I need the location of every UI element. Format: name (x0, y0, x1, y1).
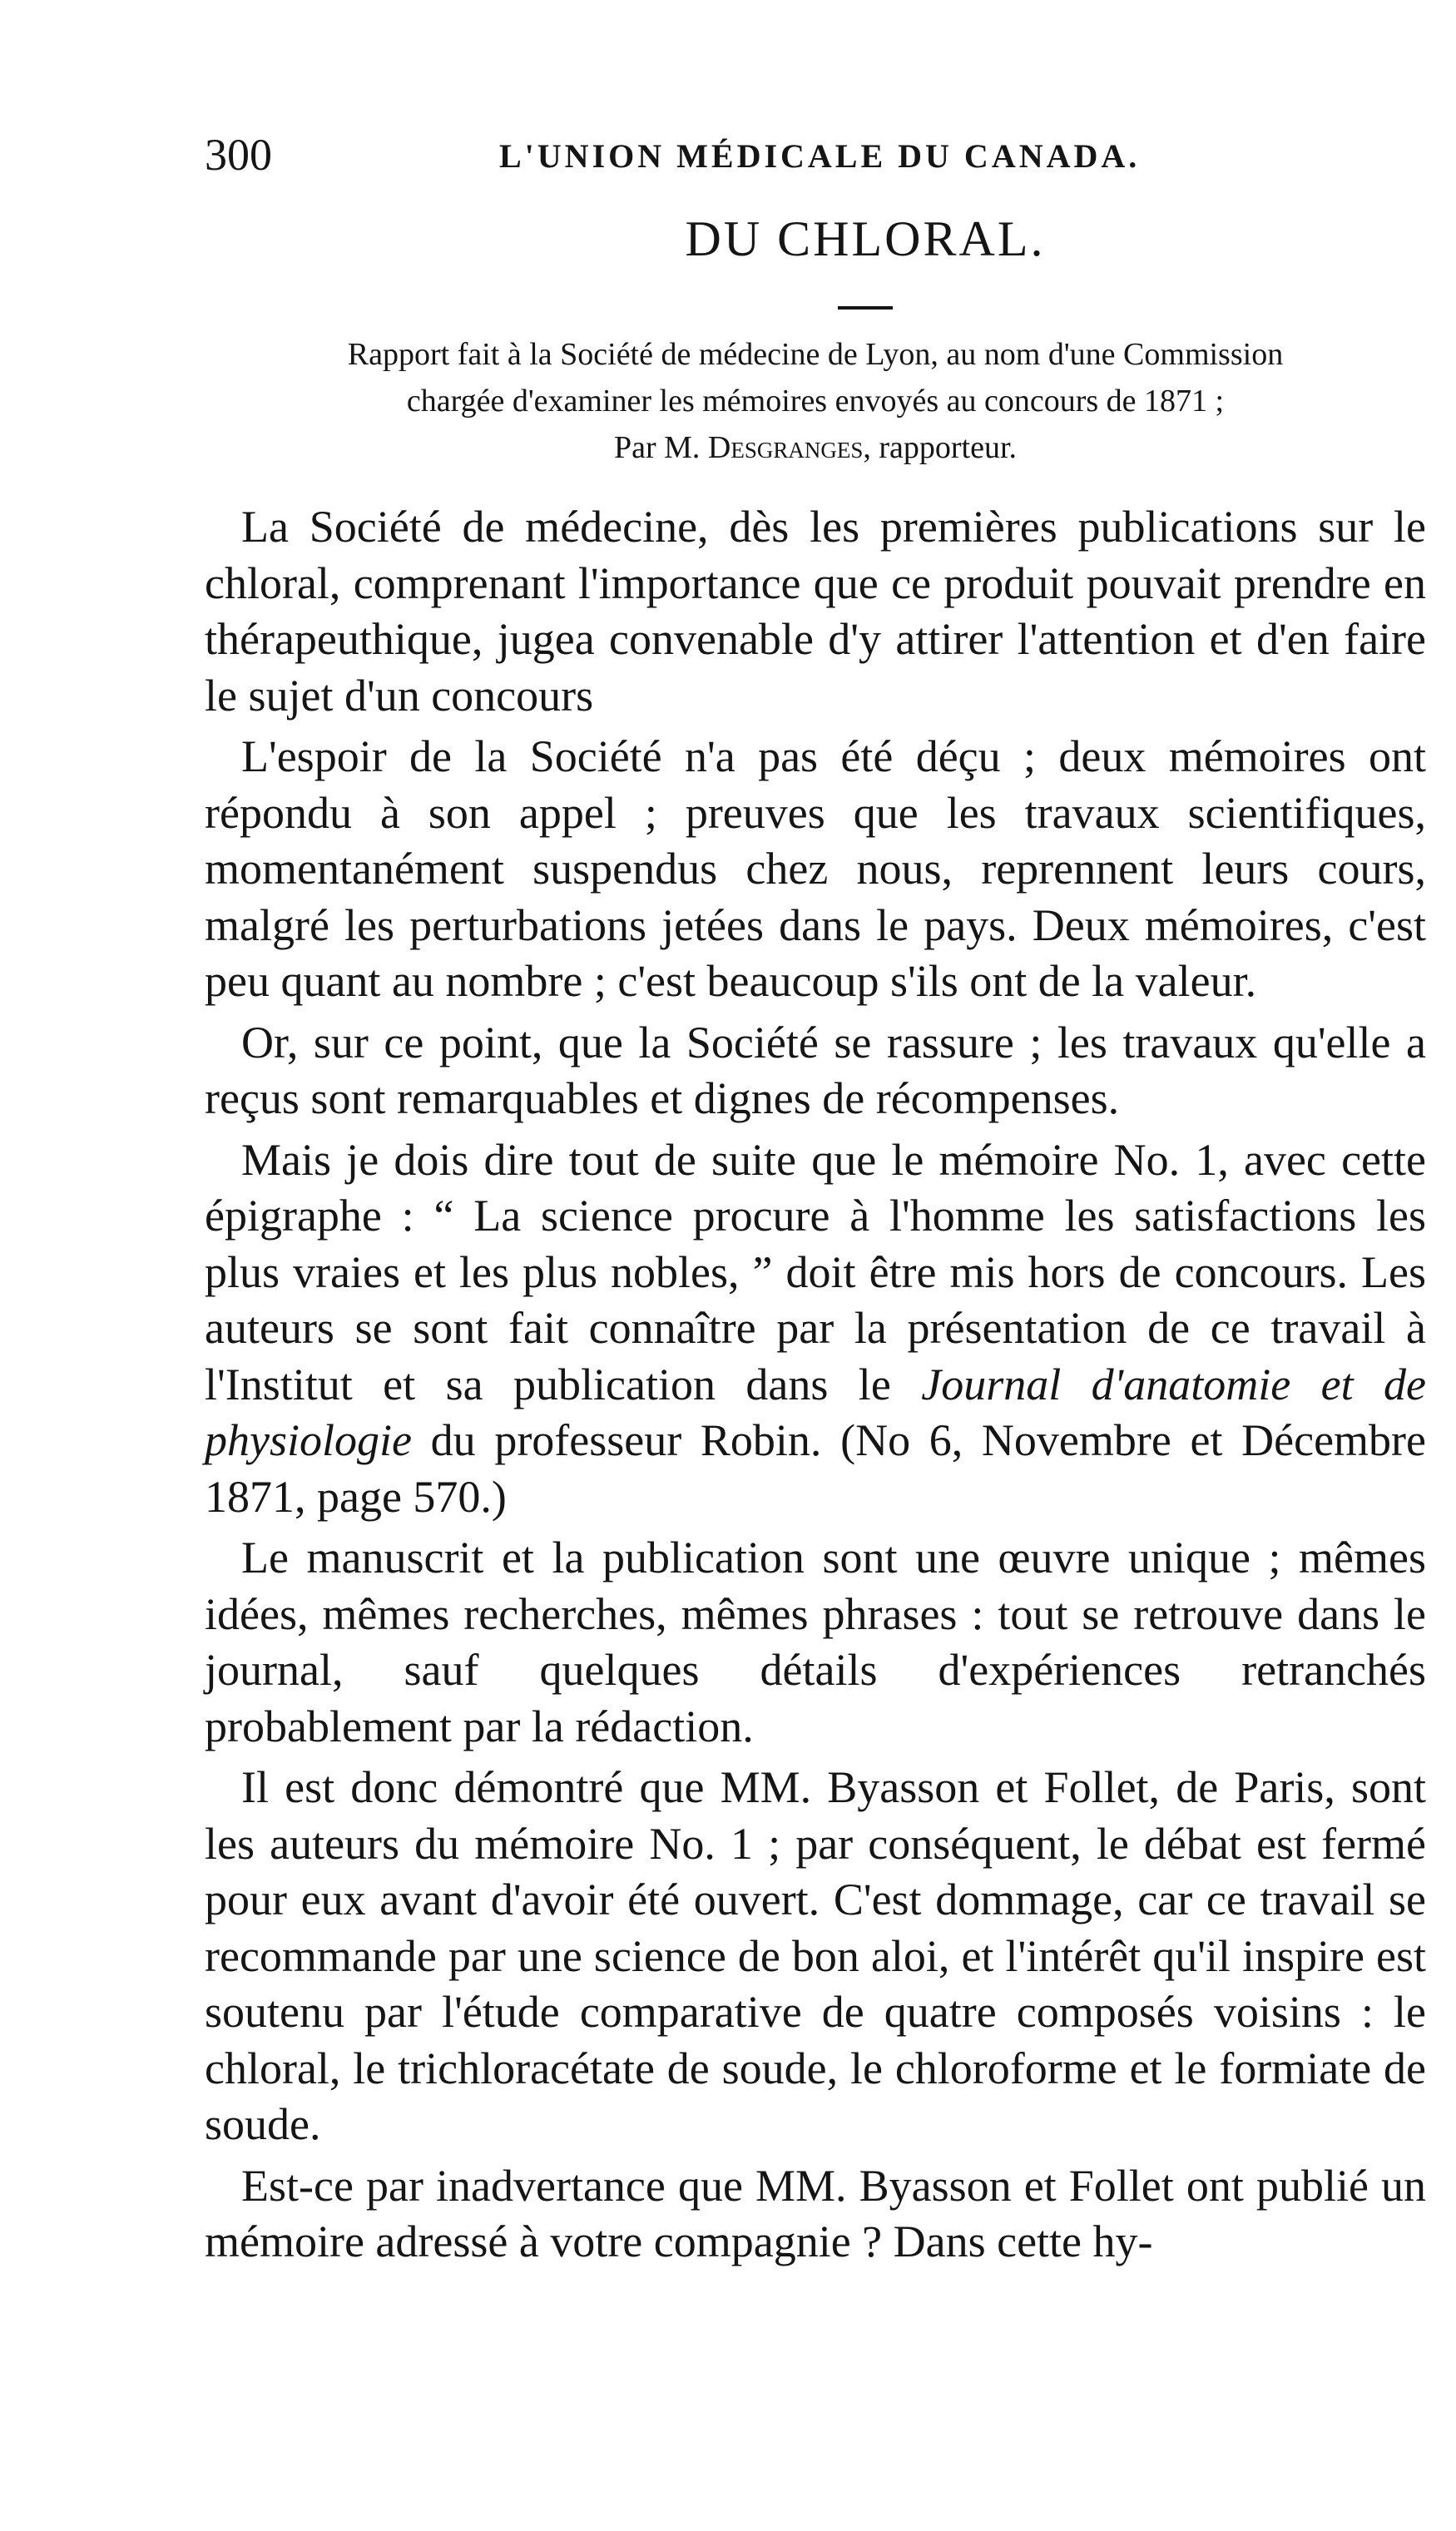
article-title: DU CHLORAL. (685, 211, 1046, 266)
document-page (205, 125, 1426, 2276)
subtitle-line-3 (205, 424, 1426, 471)
subtitle-line-1: Rapport fait à la Société de médecine de Lyon, au nom d'une Commission (347, 337, 1284, 372)
paragraph-1: La Société de médecine, dès les premières publications sur le chloral, comprenant l'importance que ce produit pouvait prendre en thérapeuthique, jugea convenable d'y attirer l'attention et d'en faire le sujet d'un concours (205, 502, 1426, 721)
paragraph-4 (205, 1132, 1426, 1526)
paragraph-4-end: du professeur Robin. (No 6, Novembre et Décembre 1871, page 570.) (205, 1415, 1426, 1522)
title-divider (838, 306, 893, 310)
page-number: 300 (205, 130, 272, 180)
subtitle-suffix: , rapporteur. (863, 430, 1018, 465)
paragraph-4-start: Mais je dois dire tout de suite que le mémoire No. 1, avec cette épigraphe : “ La science procure à l'homme les satisfactions les plus vraies et les plus nobles, ” doit être mis hors de concours. Les auteurs se sont fait connaître par la présentation de ce travail à l'Institut et sa publication dans le (205, 1134, 1426, 1409)
running-header (205, 125, 1426, 185)
journal-reference: Journal d'anatomie et de physiologie (205, 1359, 1426, 1465)
paragraph-2: L'espoir de la Société n'a pas été déçu ; deux mémoires ont répondu à son appel ; preuves que les travaux scientifiques, momentanément suspendus chez nous, reprennent leurs cours, malgré les perturbations jetées dans le pays. Deux mémoires, c'est peu quant au nombre ; c'est beaucoup s'ils ont de la valeur. (205, 731, 1426, 1006)
paragraph-7: Est-ce par inadvertance que MM. Byasson et Follet ont publié un mémoire adressé à votre compagnie ? Dans cette hy- (205, 2160, 1426, 2266)
journal-title: L'UNION MÉDICALE DU CANADA. (499, 137, 1141, 175)
subtitle-line-2: chargée d'examiner les mémoires envoyés au concours de 1871 ; (406, 384, 1225, 419)
article-body (205, 499, 1426, 2271)
subtitle-prefix: Par M. (613, 430, 701, 465)
paragraph-6: Il est donc démontré que MM. Byasson et Follet, de Paris, sont les auteurs du mémoire No. 1 ; par conséquent, le débat est fermé pour eux avant d'avoir été ouvert. C'est dommage, car ce travail se recommande par une science de bon aloi, et l'intérêt qu'il inspire est soutenu par l'étude comparative de quatre composés voisins : le chloral, le trichloracétate de soude, le chloroforme et le formiate de soude. (205, 1762, 1426, 2149)
paragraph-3: Or, sur ce point, que la Société se rassure ; les travaux qu'elle a reçus sont remarquables et dignes de récompenses. (205, 1017, 1426, 1123)
subtitle-author: Desgranges (707, 430, 864, 465)
paragraph-5: Le manuscrit et la publication sont une œuvre unique ; mêmes idées, mêmes recherches, mêmes phrases : tout se retrouve dans le journal, sauf quelques détails d'expériences retranchés probablement par la rédaction. (205, 1533, 1426, 1751)
article-subtitle (205, 331, 1426, 471)
